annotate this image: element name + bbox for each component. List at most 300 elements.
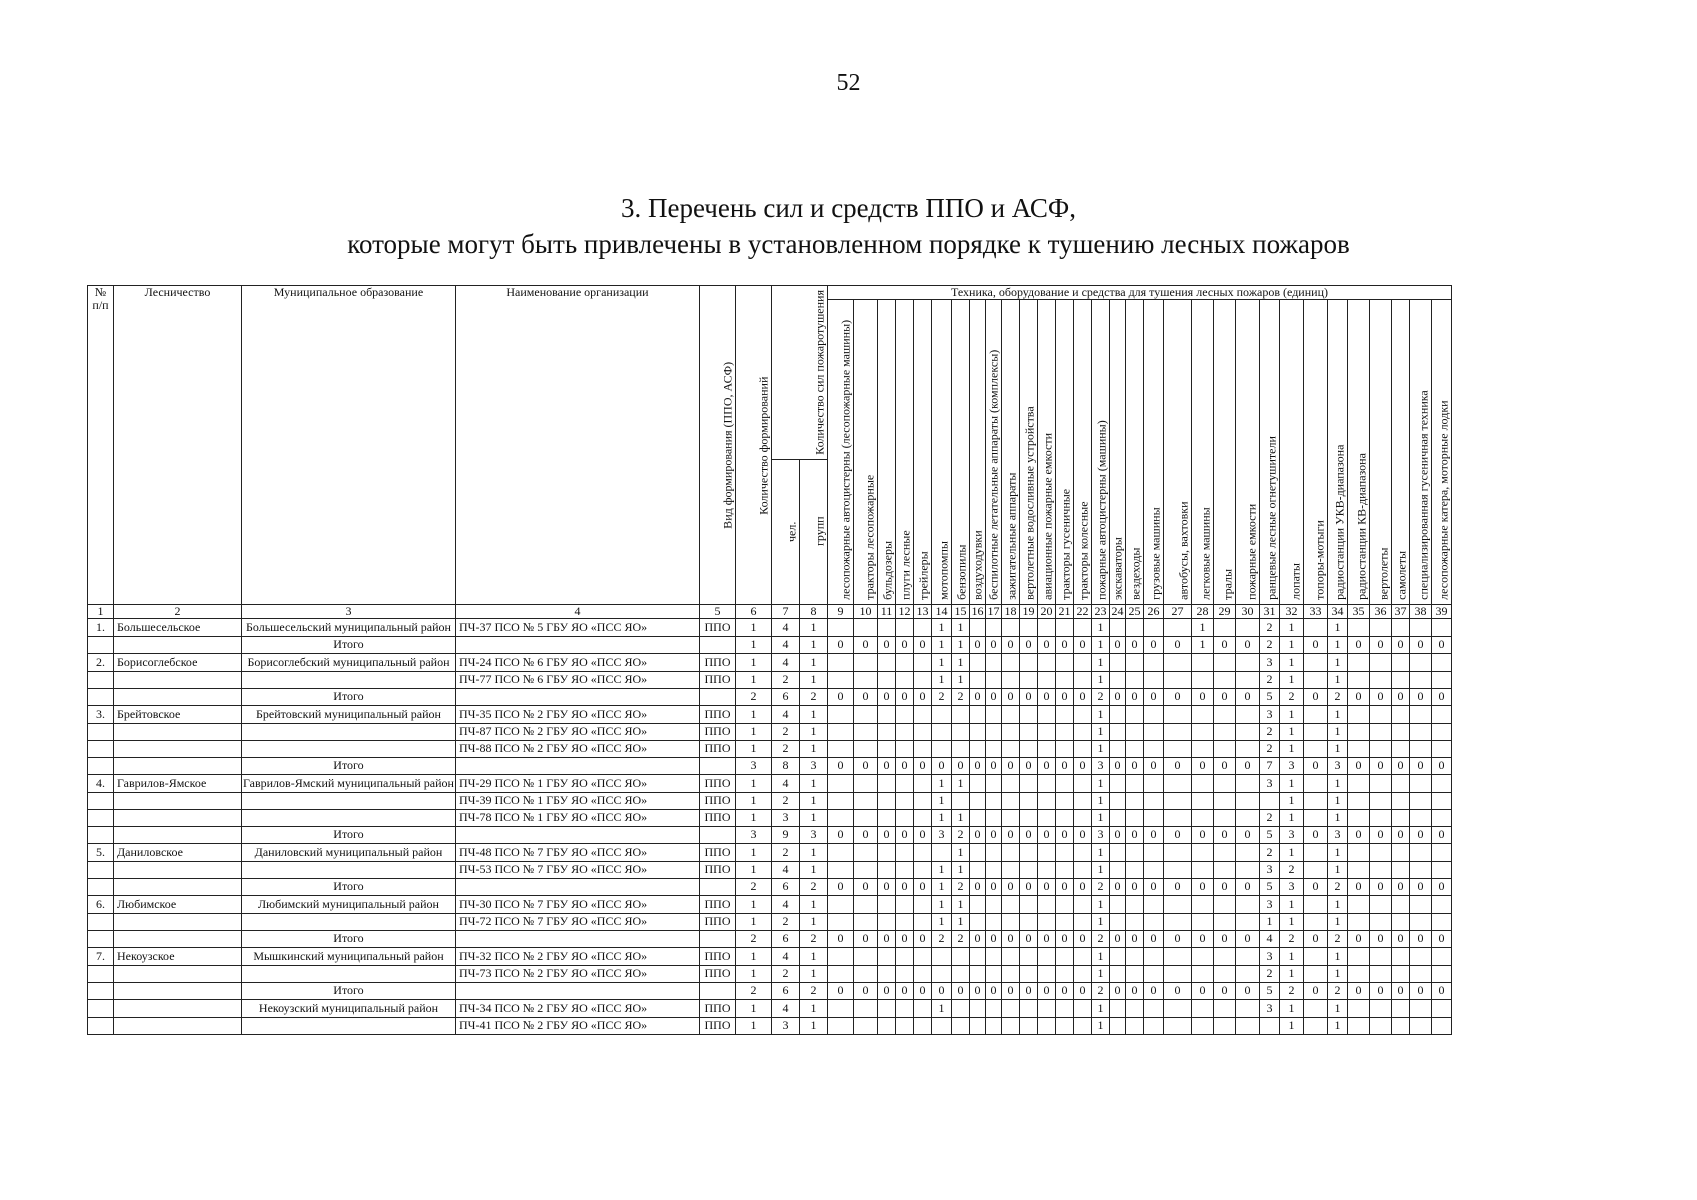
cell-col-16 [969,965,985,982]
cell-col-39 [1431,705,1451,723]
cell-col-29 [1213,618,1235,636]
header-municipality: Муниципальное образование [242,286,456,605]
cell-col-6: 1 [735,947,771,965]
cell-col-15 [951,1017,969,1034]
cell-col-39 [1431,1017,1451,1034]
cell-col-33 [1303,671,1327,688]
cell-col-39: 0 [1431,826,1451,843]
row-number [88,671,114,688]
cell-col-6: 1 [735,809,771,826]
cell-col-38 [1409,965,1431,982]
cell-col-18 [1001,792,1019,809]
cell-col-18 [1001,774,1019,792]
cell-col-37 [1391,947,1409,965]
cell-col-36 [1369,705,1391,723]
forestry-name [114,861,242,878]
formation-type: ППО [699,965,735,982]
cell-col-10 [853,843,877,861]
cell-col-8: 1 [799,618,827,636]
cell-col-28 [1191,792,1213,809]
cell-col-12 [895,671,913,688]
cell-col-7: 4 [771,774,799,792]
formation-type: ППО [699,895,735,913]
cell-col-19 [1019,843,1037,861]
row-number: 7. [88,947,114,965]
cell-col-12: 0 [895,636,913,653]
cell-col-32: 1 [1279,895,1303,913]
cell-col-15 [951,740,969,757]
cell-col-8: 1 [799,843,827,861]
cell-col-9 [827,947,853,965]
cell-col-26 [1143,653,1163,671]
cell-col-35: 0 [1347,982,1369,999]
cell-col-22 [1073,895,1091,913]
cell-col-30: 0 [1235,826,1259,843]
municipality-name [242,723,456,740]
cell-col-29 [1213,999,1235,1017]
cell-col-10 [853,965,877,982]
forestry-name [114,1017,242,1034]
cell-col-16 [969,809,985,826]
cell-col-29: 0 [1213,688,1235,705]
cell-col-21 [1055,671,1073,688]
title-line-1: 3. Перечень сил и средств ППО и АСФ, [620,193,1077,223]
column-number-25: 25 [1125,604,1143,618]
cell-col-31: 5 [1259,688,1279,705]
cell-col-7: 4 [771,705,799,723]
cell-col-22 [1073,947,1091,965]
cell-col-22 [1073,792,1091,809]
cell-col-11 [877,809,895,826]
cell-col-13 [913,999,931,1017]
cell-col-17 [985,861,1001,878]
header-equipment-26: радиостанции УКВ-диапазона [1327,300,1347,605]
cell-col-21: 0 [1055,636,1073,653]
row-number [88,636,114,653]
cell-col-32: 2 [1279,688,1303,705]
cell-col-25 [1125,999,1143,1017]
cell-col-13: 0 [913,757,931,774]
organization-name: ПЧ-78 ПСО № 1 ГБУ ЯО «ПСС ЯО» [455,809,699,826]
organization-name: ПЧ-53 ПСО № 7 ГБУ ЯО «ПСС ЯО» [455,861,699,878]
cell-col-7: 6 [771,878,799,895]
cell-col-7: 4 [771,653,799,671]
cell-col-15: 1 [951,913,969,930]
cell-col-32: 1 [1279,1017,1303,1034]
organization-name [455,826,699,843]
cell-col-12 [895,965,913,982]
cell-col-26: 0 [1143,982,1163,999]
cell-col-30 [1235,861,1259,878]
cell-col-38 [1409,895,1431,913]
page-number: 52 [836,70,861,96]
cell-col-30 [1235,809,1259,826]
cell-col-38 [1409,705,1431,723]
cell-col-28: 1 [1191,618,1213,636]
row-number [88,965,114,982]
cell-col-39: 0 [1431,757,1451,774]
cell-col-20 [1037,999,1055,1017]
cell-col-34: 1 [1327,792,1347,809]
cell-col-15: 1 [951,636,969,653]
cell-col-10 [853,740,877,757]
cell-col-14: 1 [931,653,951,671]
cell-col-22 [1073,671,1091,688]
cell-col-34: 1 [1327,843,1347,861]
cell-col-24 [1109,861,1125,878]
cell-col-25 [1125,1017,1143,1034]
cell-col-24: 0 [1109,826,1125,843]
cell-col-11 [877,947,895,965]
cell-col-22 [1073,913,1091,930]
cell-col-38 [1409,618,1431,636]
cell-col-39 [1431,843,1451,861]
cell-col-23: 3 [1091,826,1109,843]
cell-col-33 [1303,740,1327,757]
cell-col-20 [1037,792,1055,809]
cell-col-33: 0 [1303,826,1327,843]
cell-col-36: 0 [1369,826,1391,843]
cell-col-14: 1 [931,913,951,930]
cell-col-33 [1303,809,1327,826]
cell-col-37 [1391,1017,1409,1034]
cell-col-21 [1055,774,1073,792]
organization-name: ПЧ-72 ПСО № 7 ГБУ ЯО «ПСС ЯО» [455,913,699,930]
cell-col-29 [1213,895,1235,913]
cell-col-22: 0 [1073,878,1091,895]
cell-col-33: 0 [1303,757,1327,774]
cell-col-17: 0 [985,878,1001,895]
cell-col-33 [1303,705,1327,723]
cell-col-19 [1019,774,1037,792]
forestry-name: Любимское [114,895,242,913]
cell-col-29 [1213,809,1235,826]
cell-col-24: 0 [1109,982,1125,999]
total-label: Итого [242,826,456,843]
cell-col-30 [1235,705,1259,723]
cell-col-27 [1163,774,1191,792]
cell-col-37 [1391,740,1409,757]
row-number: 4. [88,774,114,792]
column-number-10: 10 [853,604,877,618]
cell-col-7: 6 [771,688,799,705]
row-number [88,809,114,826]
cell-col-23: 1 [1091,843,1109,861]
cell-col-32: 2 [1279,861,1303,878]
cell-col-20: 0 [1037,636,1055,653]
column-number-5: 5 [699,604,735,618]
cell-col-26 [1143,618,1163,636]
cell-col-7: 2 [771,740,799,757]
cell-col-12: 0 [895,930,913,947]
cell-col-32: 1 [1279,947,1303,965]
cell-col-25: 0 [1125,826,1143,843]
cell-col-22 [1073,861,1091,878]
cell-col-30: 0 [1235,757,1259,774]
table-row [88,618,1452,636]
header-equipment-15: пожарные автоцистерны (машины) [1091,300,1109,605]
cell-col-20 [1037,809,1055,826]
cell-col-26 [1143,740,1163,757]
cell-col-8: 1 [799,792,827,809]
municipality-name [242,861,456,878]
cell-col-17 [985,947,1001,965]
cell-col-34: 1 [1327,999,1347,1017]
cell-col-31: 2 [1259,636,1279,653]
cell-col-39: 0 [1431,930,1451,947]
column-number-24: 24 [1111,604,1124,618]
formation-type: ППО [699,947,735,965]
cell-col-30 [1235,947,1259,965]
cell-col-26 [1143,843,1163,861]
cell-col-17 [985,740,1001,757]
cell-col-23: 1 [1091,653,1109,671]
cell-col-11 [877,618,895,636]
cell-col-35 [1347,723,1369,740]
cell-col-20 [1037,861,1055,878]
cell-col-13 [913,705,931,723]
cell-col-34: 2 [1327,982,1347,999]
cell-col-35 [1347,705,1369,723]
cell-col-30 [1235,653,1259,671]
cell-col-23: 2 [1091,878,1109,895]
cell-col-20 [1037,895,1055,913]
header-equipment-18: грузовые машины [1143,300,1163,605]
cell-col-23: 1 [1091,705,1109,723]
cell-col-30 [1235,774,1259,792]
cell-col-35 [1347,999,1369,1017]
cell-col-27: 0 [1163,878,1191,895]
cell-col-13 [913,965,931,982]
cell-col-32: 3 [1279,757,1303,774]
cell-col-14: 1 [931,636,951,653]
cell-col-15: 1 [951,895,969,913]
cell-col-30 [1235,618,1259,636]
cell-col-9 [827,740,853,757]
cell-col-25 [1125,843,1143,861]
cell-col-30: 0 [1235,636,1259,653]
cell-col-35 [1347,809,1369,826]
forestry-name [114,965,242,982]
cell-col-39 [1431,792,1451,809]
cell-col-16 [969,792,985,809]
cell-col-16 [969,740,985,757]
cell-col-14 [931,740,951,757]
header-equipment-28: вертолеты [1369,300,1391,605]
cell-col-39 [1431,723,1451,740]
cell-col-9 [827,671,853,688]
cell-col-38 [1409,653,1431,671]
cell-col-24 [1109,705,1125,723]
cell-col-8: 1 [799,740,827,757]
cell-col-29 [1213,723,1235,740]
cell-col-23: 1 [1091,792,1109,809]
cell-col-13 [913,774,931,792]
cell-col-39 [1431,653,1451,671]
organization-name [455,688,699,705]
cell-col-12: 0 [895,688,913,705]
cell-col-10 [853,774,877,792]
cell-col-29: 0 [1213,982,1235,999]
formation-type: ППО [699,913,735,930]
cell-col-14: 1 [931,878,951,895]
cell-col-35 [1347,913,1369,930]
cell-col-16 [969,723,985,740]
cell-col-36 [1369,740,1391,757]
cell-col-19 [1019,723,1037,740]
cell-col-14: 2 [931,688,951,705]
cell-col-34: 1 [1327,618,1347,636]
cell-col-39: 0 [1431,982,1451,999]
cell-col-11: 0 [877,878,895,895]
cell-col-16 [969,1017,985,1034]
cell-col-20 [1037,1017,1055,1034]
row-number: 1. [88,618,114,636]
cell-col-33 [1303,999,1327,1017]
cell-col-26 [1143,705,1163,723]
cell-col-15: 1 [951,843,969,861]
cell-col-25 [1125,965,1143,982]
total-row [88,982,1452,999]
cell-col-31: 3 [1259,705,1279,723]
cell-col-8: 2 [799,688,827,705]
municipality-name [242,1017,456,1034]
organization-name: ПЧ-35 ПСО № 2 ГБУ ЯО «ПСС ЯО» [455,705,699,723]
cell-col-9 [827,913,853,930]
cell-col-36 [1369,618,1391,636]
cell-col-26 [1143,1017,1163,1034]
forces-table-wrapper [87,285,1452,1035]
cell-col-35: 0 [1347,757,1369,774]
cell-col-25: 0 [1125,688,1143,705]
organization-name: ПЧ-34 ПСО № 2 ГБУ ЯО «ПСС ЯО» [455,999,699,1017]
cell-col-17: 0 [985,826,1001,843]
cell-col-35: 0 [1347,688,1369,705]
cell-col-9 [827,965,853,982]
cell-col-6: 1 [735,861,771,878]
cell-col-33 [1303,895,1327,913]
cell-col-36 [1369,999,1391,1017]
cell-col-36: 0 [1369,757,1391,774]
cell-col-7: 6 [771,930,799,947]
row-number [88,1017,114,1034]
total-label: Итого [242,930,456,947]
cell-col-34: 1 [1327,705,1347,723]
cell-col-30 [1235,671,1259,688]
cell-col-37 [1391,843,1409,861]
cell-col-35 [1347,774,1369,792]
cell-col-29 [1213,774,1235,792]
formation-type: ППО [699,843,735,861]
cell-col-34: 2 [1327,878,1347,895]
forestry-name: Некоузское [114,947,242,965]
cell-col-29: 0 [1213,757,1235,774]
cell-col-29 [1213,843,1235,861]
cell-col-21 [1055,913,1073,930]
cell-col-22: 0 [1073,757,1091,774]
cell-col-24 [1109,740,1125,757]
cell-col-11 [877,653,895,671]
cell-col-30 [1235,1017,1259,1034]
cell-col-31 [1259,792,1279,809]
cell-col-12 [895,895,913,913]
total-row [88,757,1452,774]
cell-col-19 [1019,895,1037,913]
total-label: Итого [242,878,456,895]
cell-col-27 [1163,723,1191,740]
cell-col-32: 1 [1279,792,1303,809]
cell-col-11 [877,740,895,757]
cell-col-29 [1213,861,1235,878]
cell-col-26 [1143,913,1163,930]
cell-col-37: 0 [1391,757,1409,774]
header-equipment-29: самолеты [1391,300,1409,605]
cell-col-6: 1 [735,774,771,792]
cell-col-7: 2 [771,671,799,688]
cell-col-34: 1 [1327,723,1347,740]
header-equipment-30: специализированная гусеничная техника [1409,300,1431,605]
cell-col-26 [1143,671,1163,688]
row-number [88,757,114,774]
cell-col-19: 0 [1019,878,1037,895]
cell-col-27: 0 [1163,757,1191,774]
cell-col-23: 1 [1091,809,1109,826]
formation-type: ППО [699,774,735,792]
cell-col-10 [853,999,877,1017]
forestry-name: Борисоглебское [114,653,242,671]
cell-col-39 [1431,861,1451,878]
formation-type: ППО [699,653,735,671]
cell-col-19 [1019,861,1037,878]
cell-col-6: 1 [735,792,771,809]
column-number-2: 2 [114,604,242,618]
cell-col-22: 0 [1073,982,1091,999]
cell-col-10: 0 [853,688,877,705]
cell-col-38: 0 [1409,982,1431,999]
total-label: Итого [242,982,456,999]
forestry-name [114,740,242,757]
forestry-name: Большесельское [114,618,242,636]
organization-name: ПЧ-32 ПСО № 2 ГБУ ЯО «ПСС ЯО» [455,947,699,965]
cell-col-12 [895,947,913,965]
header-equipment-7: бензопилы [951,300,969,605]
cell-col-22 [1073,723,1091,740]
cell-col-39 [1431,999,1451,1017]
cell-col-10: 0 [853,982,877,999]
cell-col-28 [1191,895,1213,913]
cell-col-21: 0 [1055,878,1073,895]
cell-col-15 [951,792,969,809]
title-line-2: которые могут быть привлечены в установленном порядке к тушению лесных пожаров [347,229,1350,259]
cell-col-26: 0 [1143,878,1163,895]
cell-col-33 [1303,792,1327,809]
cell-col-39: 0 [1431,636,1451,653]
cell-col-13 [913,895,931,913]
cell-col-38: 0 [1409,636,1431,653]
column-number-13: 13 [913,604,931,618]
cell-col-23: 2 [1091,688,1109,705]
cell-col-15 [951,947,969,965]
cell-col-30 [1235,913,1259,930]
cell-col-8: 1 [799,705,827,723]
cell-col-11 [877,913,895,930]
total-row [88,930,1452,947]
cell-col-37 [1391,618,1409,636]
cell-col-13 [913,671,931,688]
cell-col-30 [1235,792,1259,809]
cell-col-13: 0 [913,878,931,895]
formation-type [699,878,735,895]
